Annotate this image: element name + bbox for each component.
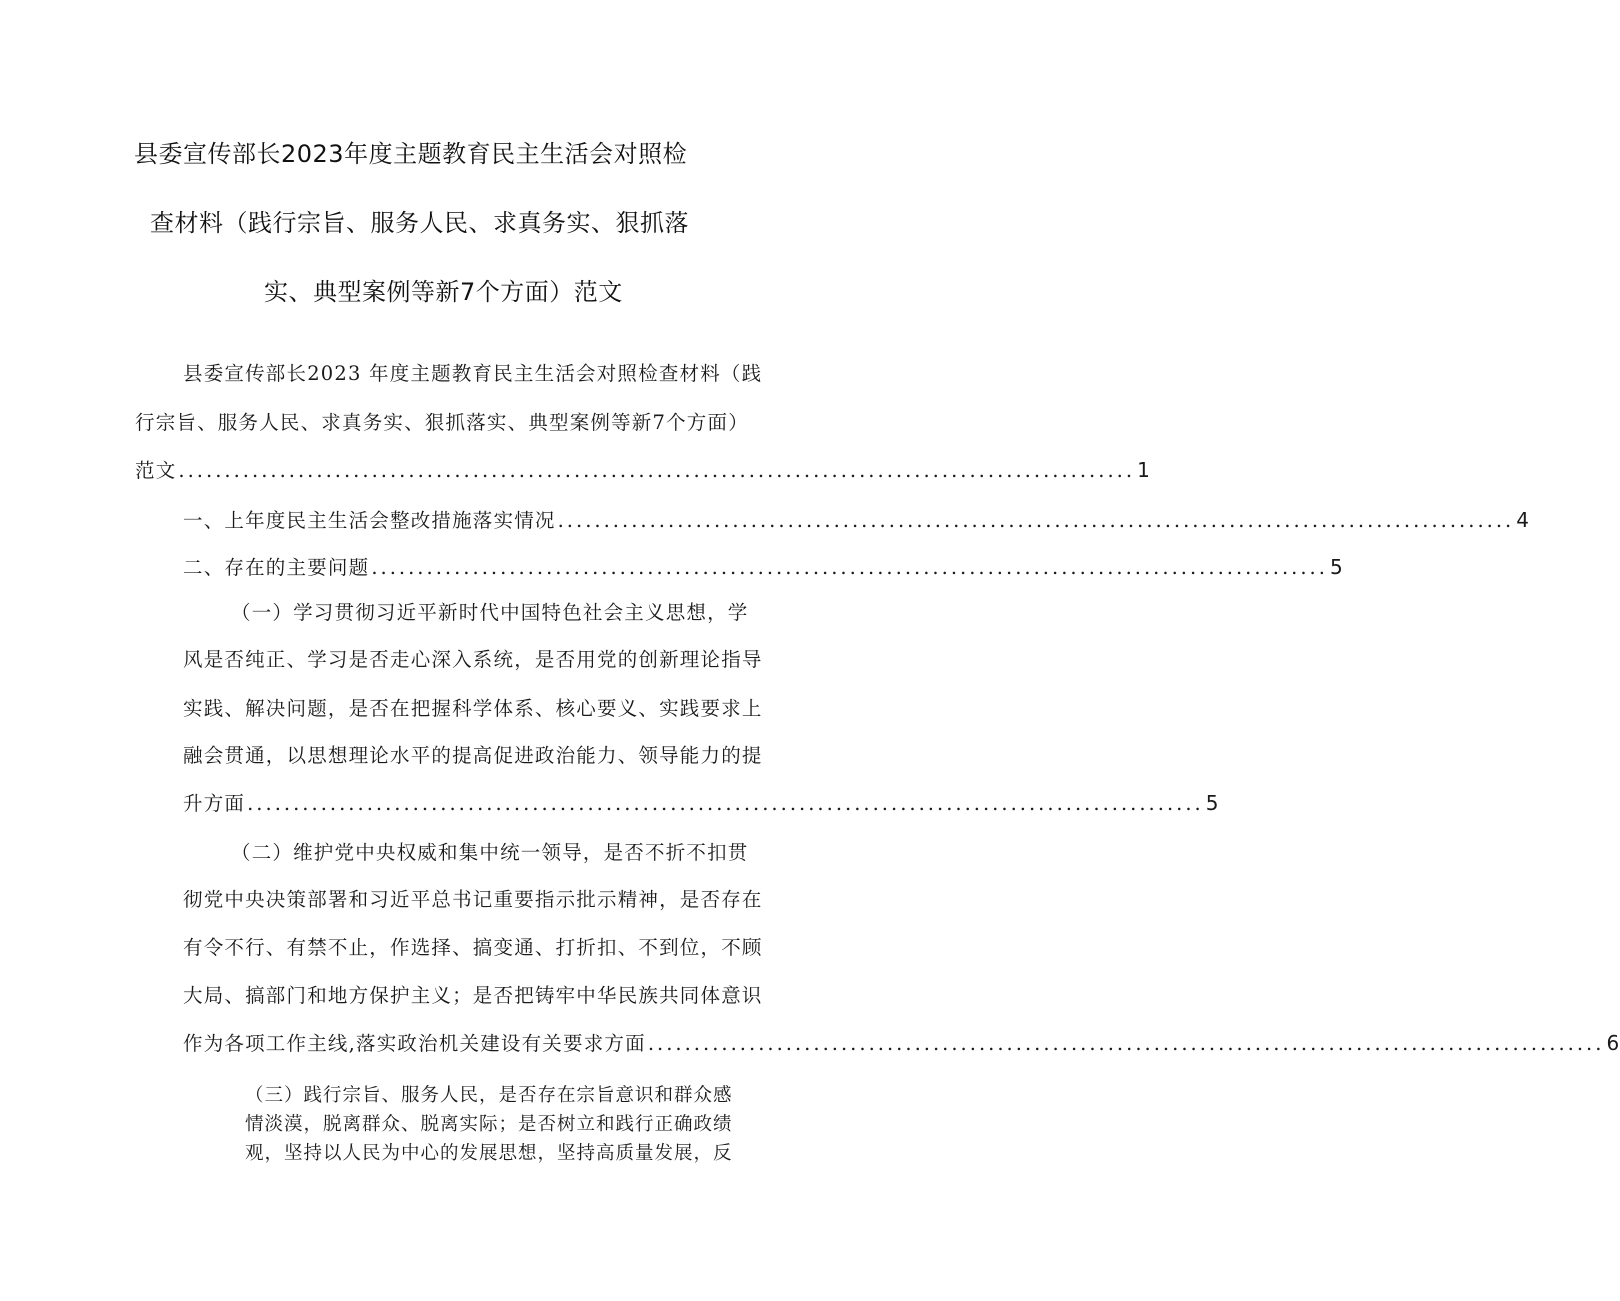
toc-page-number: 5 bbox=[1205, 791, 1220, 815]
toc-section-2-label: 二、存在的主要问题 bbox=[183, 556, 370, 579]
toc-item-3-line-2[interactable]: 情淡漠，脱离群众、脱离实际；是否树立和践行正确政绩 bbox=[245, 1114, 733, 1135]
toc-page-number: 5 bbox=[1329, 555, 1344, 579]
toc-item-2-line-1[interactable]: （二）维护党中央权威和集中统一领导，是否不折不扣贯 bbox=[231, 841, 749, 864]
toc-main-entry-line-3[interactable] bbox=[135, 458, 1151, 482]
toc-main-entry-label: 范文 bbox=[135, 459, 177, 482]
toc-leader-dots: ........................................................................................................ bbox=[178, 459, 1136, 482]
toc-item-2-line-4[interactable]: 大局、搞部门和地方保护主义；是否把铸牢中华民族共同体意识 bbox=[183, 984, 763, 1007]
document-title-line-2: 查材料（践行宗旨、服务人民、求真务实、狠抓落 bbox=[150, 209, 689, 237]
toc-page-number: 6 bbox=[1606, 1031, 1620, 1055]
toc-section-2[interactable] bbox=[183, 555, 1344, 579]
toc-item-1-line-2[interactable]: 风是否纯正、学习是否走心深入系统，是否用党的创新理论指导 bbox=[183, 648, 763, 671]
toc-item-3-line-3[interactable]: 观，坚持以人民为中心的发展思想，坚持高质量发展，反 bbox=[245, 1143, 733, 1164]
toc-item-3-line-1[interactable]: （三）践行宗旨、服务人民，是否存在宗旨意识和群众感 bbox=[245, 1085, 733, 1106]
document-title-line-3: 实、典型案例等新7个方面）范文 bbox=[264, 278, 623, 306]
toc-leader-dots: ........................................................................................................ bbox=[247, 792, 1204, 815]
toc-leader-dots: ........................................................................................................ bbox=[647, 1032, 1605, 1055]
toc-leader-dots: ........................................................................................................ bbox=[557, 509, 1515, 532]
toc-item-2-line-2[interactable]: 彻党中央决策部署和习近平总书记重要指示批示精神，是否存在 bbox=[183, 888, 763, 911]
toc-page-number: 1 bbox=[1137, 458, 1151, 482]
toc-item-1-line-5[interactable] bbox=[183, 791, 1220, 815]
toc-item-1-line-3[interactable]: 实践、解决问题，是否在把握科学体系、核心要义、实践要求上 bbox=[183, 697, 763, 720]
toc-item-2-label: 作为各项工作主线,落实政治机关建设有关要求方面 bbox=[183, 1032, 646, 1055]
toc-leader-dots: ........................................................................................................ bbox=[371, 556, 1328, 579]
toc-main-entry-line-1[interactable]: 县委宣传部长2023 年度主题教育民主生活会对照检查材料（践 bbox=[183, 362, 763, 385]
document-title-line-1: 县委宣传部长2023年度主题教育民主生活会对照检 bbox=[134, 140, 688, 168]
toc-item-2-line-5[interactable] bbox=[183, 1031, 1620, 1055]
toc-section-1[interactable] bbox=[183, 508, 1531, 532]
toc-main-entry-line-2[interactable]: 行宗旨、服务人民、求真务实、狠抓落实、典型案例等新7个方面） bbox=[135, 411, 749, 434]
toc-page-number: 4 bbox=[1516, 508, 1531, 532]
toc-item-1-line-4[interactable]: 融会贯通，以思想理论水平的提高促进政治能力、领导能力的提 bbox=[183, 744, 763, 767]
toc-item-1-line-1[interactable]: （一）学习贯彻习近平新时代中国特色社会主义思想，学 bbox=[231, 601, 749, 624]
toc-section-1-label: 一、上年度民主生活会整改措施落实情况 bbox=[183, 509, 556, 532]
toc-item-1-label: 升方面 bbox=[183, 792, 246, 815]
toc-item-2-line-3[interactable]: 有令不行、有禁不止，作选择、搞变通、打折扣、不到位，不顾 bbox=[183, 936, 763, 959]
